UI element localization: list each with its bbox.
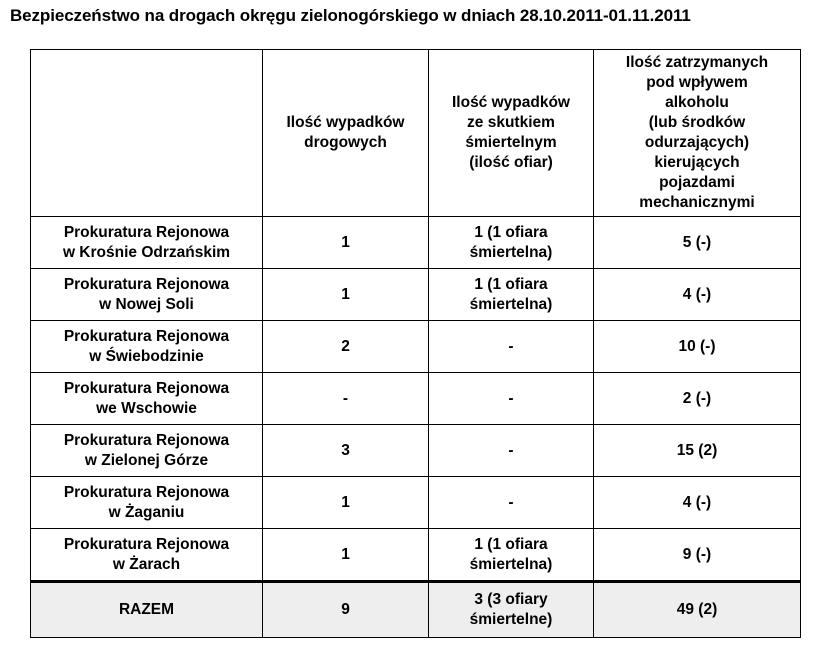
- cell-text-line: 1 (1 ofiara: [474, 275, 548, 293]
- table-row: [31, 529, 801, 582]
- statistics-table: [30, 49, 801, 638]
- prosecutor-office-cell: [31, 529, 263, 582]
- cell-text-line: pojazdami: [659, 174, 735, 191]
- fatal-accidents-cell: [429, 373, 594, 425]
- cell-text-line: w Krośnie Odrzańskim: [62, 243, 231, 261]
- cell-text-line: odurzających): [644, 134, 750, 151]
- cell-text-line: -: [508, 493, 514, 511]
- prosecutor-office-cell: [31, 477, 263, 529]
- header-row: [31, 50, 801, 217]
- total-label-cell: RAZEM: [31, 582, 263, 638]
- detained-drivers-cell: 10 (-): [594, 321, 801, 373]
- cell-text-line: ze skutkiem: [467, 114, 555, 131]
- total-row: [31, 582, 801, 638]
- table-row: [31, 425, 801, 477]
- total-detained-cell: 49 (2): [594, 582, 801, 638]
- cell-text-line: mechanicznymi: [639, 194, 755, 211]
- cell-text-line: Prokuratura Rejonowa: [63, 223, 230, 241]
- cell-text-line: -: [508, 441, 514, 459]
- header-cell-detained: [594, 50, 801, 217]
- total-accidents-cell: 9: [263, 582, 429, 638]
- cell-text-line: w Nowej Soli: [99, 295, 194, 313]
- cell-text-line: (ilość ofiar): [469, 154, 553, 171]
- cell-text-line: w Świebodzinie: [89, 347, 204, 365]
- accidents-cell: -: [263, 373, 429, 425]
- cell-text-line: w Zielonej Górze: [84, 451, 209, 469]
- cell-text-line: śmiertelna): [469, 243, 553, 261]
- fatal-accidents-cell: [429, 529, 594, 582]
- cell-text-line: 1 (1 ofiara: [474, 223, 548, 241]
- fatal-accidents-cell: [429, 217, 594, 269]
- header-cell-fatal: [429, 50, 594, 217]
- cell-text-line: pod wpływem: [646, 74, 748, 91]
- detained-drivers-cell: 2 (-): [594, 373, 801, 425]
- cell-text-line: w Żaganiu: [108, 503, 185, 521]
- table-row: [31, 217, 801, 269]
- cell-text-line: (lub środków: [648, 114, 746, 131]
- cell-text-line: alkoholu: [665, 94, 729, 111]
- cell-text-line: 1 (1 ofiara: [474, 535, 548, 553]
- accidents-cell: 1: [263, 217, 429, 269]
- detained-drivers-cell: 4 (-): [594, 477, 801, 529]
- cell-text-line: 3 (3 ofiary: [474, 591, 548, 608]
- cell-text-line: w Żarach: [112, 555, 181, 573]
- total-fatal-cell: [429, 582, 594, 638]
- detained-drivers-cell: 9 (-): [594, 529, 801, 582]
- header-cell-empty: [31, 50, 263, 217]
- fatal-accidents-cell: [429, 477, 594, 529]
- cell-text-line: Ilość zatrzymanych: [625, 54, 769, 71]
- cell-text-line: Ilość wypadków: [451, 94, 570, 111]
- header-cell-accidents: [263, 50, 429, 217]
- cell-text-line: Prokuratura Rejonowa: [63, 535, 230, 553]
- accidents-cell: 1: [263, 477, 429, 529]
- accidents-cell: 1: [263, 529, 429, 582]
- prosecutor-office-cell: [31, 269, 263, 321]
- cell-text-line: śmiertelna): [469, 295, 553, 313]
- cell-text-line: Ilość wypadków: [286, 114, 405, 131]
- table-body: [31, 217, 801, 638]
- cell-text-line: -: [508, 389, 514, 407]
- cell-text-line: Prokuratura Rejonowa: [63, 275, 230, 293]
- table-row: [31, 477, 801, 529]
- prosecutor-office-cell: [31, 321, 263, 373]
- accidents-cell: 2: [263, 321, 429, 373]
- cell-text-line: drogowych: [304, 134, 387, 151]
- table-row: [31, 321, 801, 373]
- cell-text-line: Prokuratura Rejonowa: [63, 379, 230, 397]
- table-row: [31, 373, 801, 425]
- page-title: Bezpieczeństwo na drogach okręgu zielonogórskiego w dniach 28.10.2011-01.11.2011: [10, 6, 691, 25]
- cell-text-line: Prokuratura Rejonowa: [63, 483, 230, 501]
- cell-text-line: Prokuratura Rejonowa: [63, 327, 230, 345]
- prosecutor-office-cell: [31, 373, 263, 425]
- fatal-accidents-cell: [429, 269, 594, 321]
- cell-text-line: śmiertelne): [469, 611, 553, 628]
- prosecutor-office-cell: [31, 425, 263, 477]
- cell-text-line: we Wschowie: [96, 399, 197, 417]
- detained-drivers-cell: 4 (-): [594, 269, 801, 321]
- cell-text-line: Prokuratura Rejonowa: [63, 431, 230, 449]
- fatal-accidents-cell: [429, 321, 594, 373]
- prosecutor-office-cell: [31, 217, 263, 269]
- detained-drivers-cell: 15 (2): [594, 425, 801, 477]
- cell-text-line: śmiertelna): [469, 555, 553, 573]
- fatal-accidents-cell: [429, 425, 594, 477]
- accidents-cell: 1: [263, 269, 429, 321]
- cell-text-line: -: [508, 337, 514, 355]
- detained-drivers-cell: 5 (-): [594, 217, 801, 269]
- accidents-cell: 3: [263, 425, 429, 477]
- cell-text-line: kierujących: [654, 154, 740, 171]
- table-row: [31, 269, 801, 321]
- cell-text-line: śmiertelnym: [465, 134, 557, 151]
